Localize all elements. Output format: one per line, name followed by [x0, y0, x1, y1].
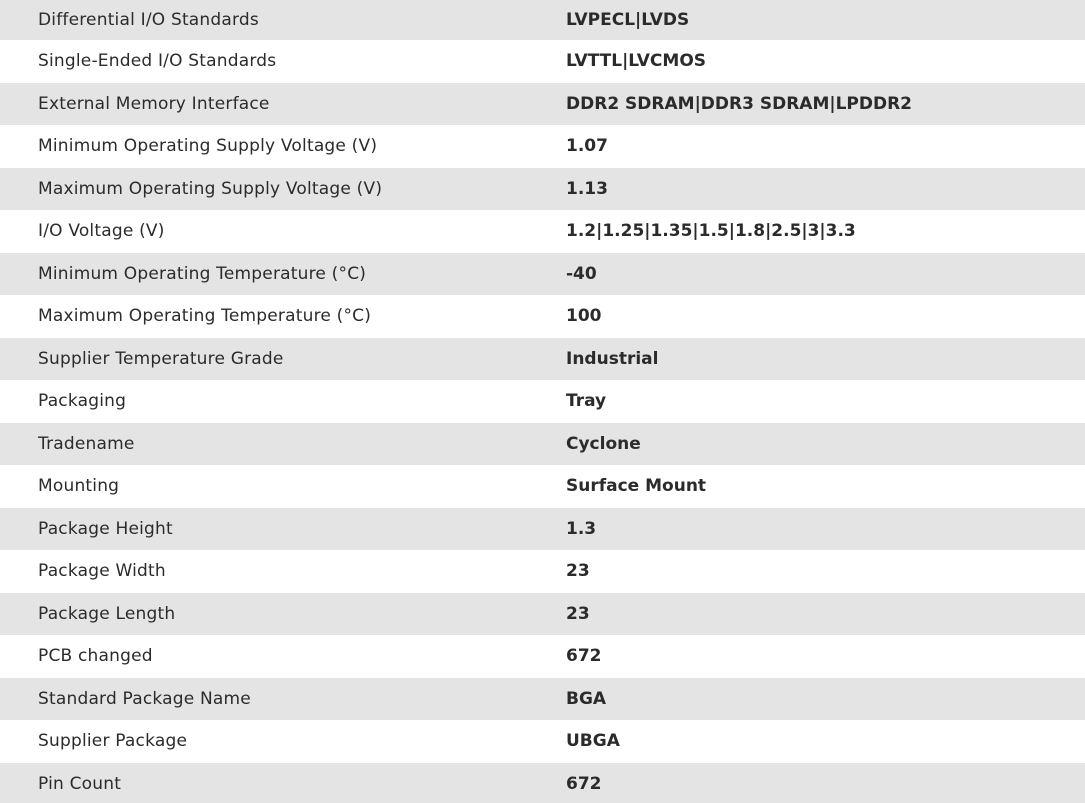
spec-label: Standard Package Name — [38, 688, 251, 709]
spec-row-package-width — [0, 550, 1085, 593]
spec-value: 100 — [566, 306, 602, 327]
spec-label: Pin Count — [38, 773, 122, 794]
spec-value: DDR2 SDRAM|DDR3 SDRAM|LPDDR2 — [566, 93, 913, 114]
spec-value: 23 — [566, 561, 590, 582]
spec-value: Surface Mount — [566, 476, 707, 497]
spec-value: Industrial — [566, 348, 659, 369]
spec-row-max-supply-voltage — [0, 168, 1085, 211]
spec-label: Single-Ended I/O Standards — [38, 51, 277, 72]
spec-row-min-supply-voltage — [0, 125, 1085, 168]
spec-row-standard-package-name — [0, 678, 1085, 721]
spec-row-io-voltage — [0, 210, 1085, 253]
spec-value: 1.13 — [566, 178, 608, 199]
spec-value: LVTTL|LVCMOS — [566, 51, 707, 72]
spec-label: Packaging — [38, 391, 127, 412]
spec-value: LVPECL|LVDS — [566, 10, 690, 30]
spec-value: UBGA — [566, 731, 620, 752]
spec-value: 1.3 — [566, 518, 597, 539]
spec-label: Supplier Temperature Grade — [38, 348, 284, 369]
spec-row-supplier-temperature-grade — [0, 338, 1085, 381]
spec-value: Tray — [566, 391, 607, 412]
spec-row-supplier-package — [0, 720, 1085, 763]
spec-value: BGA — [566, 688, 607, 709]
spec-row-external-memory-interface — [0, 83, 1085, 126]
spec-label: Package Height — [38, 518, 173, 539]
spec-value: 1.2|1.25|1.35|1.5|1.8|2.5|3|3.3 — [566, 221, 856, 242]
spec-row-package-height — [0, 508, 1085, 551]
spec-row-single-ended-io-standards — [0, 40, 1085, 83]
spec-label: Differential I/O Standards — [38, 10, 259, 30]
spec-row-packaging — [0, 380, 1085, 423]
spec-row-tradename — [0, 423, 1085, 466]
spec-label: PCB changed — [38, 646, 153, 667]
spec-label: Maximum Operating Temperature (°C) — [38, 306, 372, 327]
spec-label: External Memory Interface — [38, 93, 270, 114]
spec-value: -40 — [566, 263, 597, 284]
spec-row-package-length — [0, 593, 1085, 636]
spec-row-max-operating-temperature — [0, 295, 1085, 338]
spec-label: Minimum Operating Temperature (°C) — [38, 263, 367, 284]
spec-row-min-operating-temperature — [0, 253, 1085, 296]
spec-value: 672 — [566, 646, 602, 667]
spec-label: I/O Voltage (V) — [38, 221, 165, 242]
spec-value: Cyclone — [566, 433, 641, 454]
spec-row-pin-count — [0, 763, 1085, 803]
spec-value: 23 — [566, 603, 590, 624]
spec-label: Package Length — [38, 603, 176, 624]
spec-label: Mounting — [38, 476, 120, 497]
spec-value: 672 — [566, 773, 602, 794]
spec-label: Tradename — [38, 433, 135, 454]
spec-label: Minimum Operating Supply Voltage (V) — [38, 136, 378, 157]
spec-row-mounting — [0, 465, 1085, 508]
spec-value: 1.07 — [566, 136, 608, 157]
spec-row-differential-io-standards — [0, 0, 1085, 40]
spec-label: Maximum Operating Supply Voltage (V) — [38, 178, 383, 199]
spec-label: Package Width — [38, 561, 166, 582]
spec-row-pcb-changed — [0, 635, 1085, 678]
spec-label: Supplier Package — [38, 731, 188, 752]
